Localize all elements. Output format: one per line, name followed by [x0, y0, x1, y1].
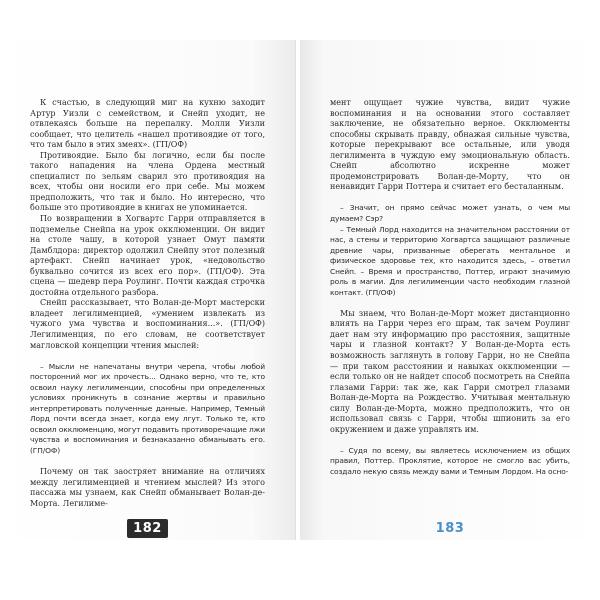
page-number-left — [0, 521, 295, 536]
page-number-left-label: 182 — [127, 519, 168, 538]
body-paragraph: мент ощущает чужие чувства, видит чужие воспоминания и на основании этого составляет заключение, не обязательно верное. Окклюменты способны скрывать правду, обнажая сильные чувства, которые перекрывают все остальные, или уводя легилимента в чуждую ему эмоциональную область. Снейп абсолютно искренне может продемонстрировать Волан-де-Морту, что он ненавидит Гарри Поттера и считает его бесталанным. — [330, 98, 570, 192]
body-paragraph: Снейп рассказывает, что Волан-де-Морт мастерски владеет легилименцией, «умением извлекать из чужого ума чувства и воспоминания...». (ГП/ОФ) Легилименция, по его словам, не соответствует магловской концепции чтения мыслей: — [30, 298, 265, 350]
body-paragraph: К счастью, в следующий миг на кухню заходит Артур Уизли с семейством, и Снейп уходит, не отвлекаясь больше на перепалку. Молли Уизли сообщает, что целитель «нашел противоядие от того, что там было в этих змеях». (ГП/ОФ) — [30, 98, 265, 150]
quote-paragraph: – Мысли не напечатаны внутри черепа, чтобы любой посторонний мог их прочесть... Однако верно, что те, кто освоил науку легилименции, способны при определенных условиях проникнуть в сознание жертвы и правильно интерпретировать полученные данные. Например, Темный Лорд почти всегда знает, когда ему лгут. Только те, кто освоил окклюменцию, могут подавить противоречащие лжи чувства и воспоминания и безнаказанно обманывать его. (ГП/ОФ) — [30, 361, 265, 455]
quote-paragraph: – Темный Лорд находится на значительном расстоянии от нас, а стены и территорию Хогвартса защищают различные древние чары, призванные оберегать ментальное и физическое здоровье тех, кто находится здесь, – ответил Снейп. – Время и пространство, Поттер, играют значимую роль в магии. Для легилименции часто необходим глазной контакт. (ГП/ОФ) — [330, 224, 570, 297]
right-page-text — [330, 98, 570, 478]
book-spread — [0, 40, 600, 540]
left-page-text — [30, 98, 265, 509]
body-paragraph: По возвращении в Хогвартс Гарри отправляется в подземелье Снейпа на урок окклюменции. Он видит на столе чашу, в которой узнает Омут памяти Дамблдора: директор одолжил Снейпу этот полезный артефакт. Снейп начинает урок, «недовольство буквально сочится из всех его пор». (ГП/ОФ). Эта сцена — шедевр пера Роулинг. Почти каждая строчка достойна отдельного разбора. — [30, 214, 265, 297]
body-paragraph: Мы знаем, что Волан-де-Морт может дистанционно влиять на Гарри через его шрам, так зачем Роулинг дает нам эту информацию про расстояния, защитные чары и глазной контакт? У Волан-де-Морта есть возможность заглянуть в голову Гарри, но не Снейпа — при таком расстоянии и навыках окклюменции — если только он не найдет способ посмотреть на Снейпа глазами Гарри: так же, как Гарри смотрел глазами Волан-де-Морта на Рождество. Учитывая ментальную силу Волан-де-Морта, можно предположить, что он использовал связь с Гарри, чтобы шпионить за его окружением и даже управлять им. — [330, 308, 570, 434]
quote-paragraph: – Судя по всему, вы являетесь исключением из общих правил, Поттер. Проклятие, которое не смогло вас убить, создало некую связь между вами и Темным Лордом. На осно- — [330, 445, 570, 476]
left-page — [0, 40, 296, 540]
page-number-right — [300, 521, 600, 536]
body-paragraph: Почему он так заостряет внимание на отличиях между легилименцией и чтением мыслей? Из этого пассажа мы узнаем, как Снейп обманывает Волан-де-Морта. Легилиме- — [30, 467, 265, 508]
body-paragraph: Противоядие. Было бы логично, если бы после такого нападения на члена Ордена местный специалист по зельям сварил это противоядия на всех, чтобы они носили его при себе. Мы можем предположить, что так и было. Но интересно, что больше это противоядие в книгах не упоминается. — [30, 150, 265, 213]
quote-paragraph: – Значит, он прямо сейчас может узнать, о чем мы думаем? Сэр? — [330, 203, 570, 223]
page-number-right-label: 183 — [435, 521, 465, 536]
right-page — [300, 40, 600, 540]
